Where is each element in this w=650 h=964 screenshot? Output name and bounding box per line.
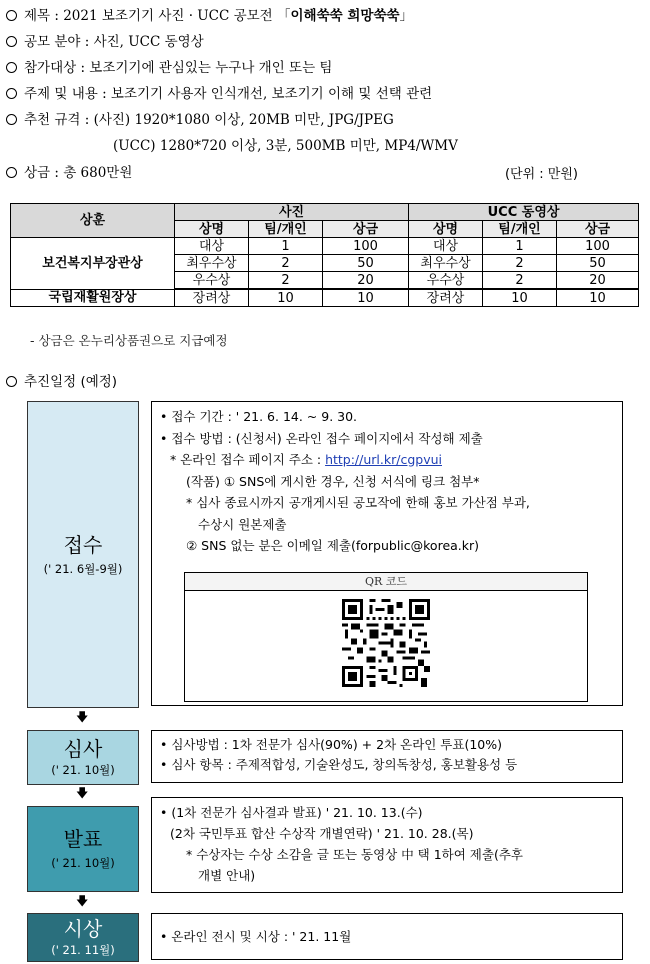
cell: 장려상 <box>409 289 483 307</box>
cell: 최우수상 <box>409 255 483 272</box>
receive-period: • 접수 기간 : ' 21. 6. 14. ~ 9. 30. <box>160 409 358 424</box>
circle-bullet-icon <box>6 10 17 21</box>
cell: 20 <box>557 272 639 290</box>
circle-bullet-icon <box>6 36 17 47</box>
announce-details <box>151 797 623 893</box>
title-line <box>6 4 413 24</box>
receive-method: • 접수 방법 : (신청서) 온라인 접수 페이지에서 작성해 제출 <box>160 430 483 446</box>
circle-bullet-icon <box>6 114 17 125</box>
qr-code-icon[interactable] <box>342 599 430 687</box>
circle-bullet-icon <box>6 167 17 178</box>
announce-winner2: 개별 안내) <box>198 868 256 883</box>
announce-winner1: * 수상자는 수상 소감을 글 또는 동영상 中 택 1하여 제출(추후 <box>186 847 523 862</box>
cell: 2 <box>483 272 557 290</box>
sub-team: 팀/개인 <box>483 221 557 238</box>
qr-title: QR 코드 <box>185 573 587 591</box>
cell: 1 <box>249 238 323 255</box>
cell: 10 <box>557 289 639 307</box>
receive-bonus1: * 심사 종료시까지 공개게시된 공모작에 한해 홍보 가산점 부과, <box>186 495 530 510</box>
prize-total-text: 상금 : 총 680만원 <box>24 165 133 181</box>
theme-text: 주제 및 내용 : 보조기기 사용자 인식개선, 보조기기 이해 및 선택 관련 <box>24 86 433 102</box>
review-details <box>151 730 623 783</box>
arrow-down-icon: 🡇 <box>76 894 89 908</box>
cell: 우수상 <box>409 272 483 290</box>
theme-line <box>6 82 432 102</box>
table-header-row <box>11 204 639 221</box>
title-emphasis: 이해쑥쑥 희망쑥쑥 <box>290 8 400 24</box>
sub-name: 상명 <box>175 221 249 238</box>
stage-name: 심사 <box>63 737 103 761</box>
circle-bullet-icon <box>6 376 17 387</box>
cell: 2 <box>483 255 557 272</box>
cell: 2 <box>249 255 323 272</box>
cell: 100 <box>557 238 639 255</box>
eligibility-text: 참가대상 : 보조기기에 관심있는 누구나 개인 또는 팀 <box>24 60 333 76</box>
stage-announce <box>27 806 139 892</box>
cell: 최우수상 <box>175 255 249 272</box>
cell: 10 <box>249 289 323 307</box>
sub-name: 상명 <box>409 221 483 238</box>
circle-bullet-icon <box>6 88 17 99</box>
cell: 대상 <box>409 238 483 255</box>
schedule-title-text: 추진일정 (예정) <box>24 374 118 390</box>
cell: 2 <box>249 272 323 290</box>
spec-ucc-line <box>113 134 458 154</box>
receive-url-line <box>160 449 614 471</box>
prize-note: - 상금은 온누리상품권으로 지급예정 <box>30 333 228 348</box>
table-row <box>11 238 639 255</box>
qr-box <box>184 572 588 702</box>
spec-ucc-text: (UCC) 1280*720 이상, 3분, 500MB 미만, MP4/WMV <box>113 138 458 154</box>
sub-team: 팀/개인 <box>249 221 323 238</box>
cell: 우수상 <box>175 272 249 290</box>
col-photo: 사진 <box>175 204 409 221</box>
review-method: • 심사방법 : 1차 전문가 심사(90%) + 2차 온라인 투표(10%) <box>160 737 502 752</box>
cell: 장려상 <box>175 289 249 307</box>
stage-name: 시상 <box>63 917 103 941</box>
cell: 1 <box>483 238 557 255</box>
receive-work: (작품) ① SNS에 게시한 경우, 신청 서식에 링크 첨부* <box>186 473 480 489</box>
circle-bullet-icon <box>6 62 17 73</box>
receive-details <box>151 401 623 706</box>
field-line <box>6 30 204 50</box>
cell: 100 <box>323 238 409 255</box>
url-link[interactable]: http://url.kr/cgpvui <box>325 452 442 467</box>
stage-date: (' 21. 6월-9월) <box>43 561 123 576</box>
stage-name: 발표 <box>63 827 103 851</box>
eligibility-line <box>6 56 332 76</box>
table-row <box>11 289 639 307</box>
unit-label: (단위 : 만원) <box>504 167 578 182</box>
field-text: 공모 분야 : 사진, UCC 동영상 <box>24 34 204 50</box>
stage-date: (' 21. 10월) <box>51 856 115 870</box>
spec-photo-line <box>6 108 394 128</box>
title-close: 」 <box>399 8 414 24</box>
announce-first: • (1차 전문가 심사결과 발표) ' 21. 10. 13.(수) <box>160 805 423 820</box>
spec-photo-text: 추천 규격 : (사진) 1920*1080 이상, 20MB 미만, JPG/JPEG <box>24 112 394 128</box>
prize-total-line <box>6 161 132 181</box>
stage-receive <box>27 401 139 708</box>
org-rehab: 국립재활원장상 <box>11 289 175 307</box>
stage-review <box>27 730 139 785</box>
sub-money: 상금 <box>557 221 639 238</box>
cell: 10 <box>323 289 409 307</box>
arrow-down-icon: 🡇 <box>76 710 89 724</box>
announce-second: (2차 국민투표 합산 수상작 개별연락) ' 21. 10. 28.(목) <box>170 826 474 841</box>
col-ucc: UCC 동영상 <box>409 204 639 221</box>
prize-table <box>10 203 639 307</box>
award-detail: • 온라인 전시 및 시상 : ' 21. 11월 <box>160 928 352 944</box>
cell: 50 <box>557 255 639 272</box>
stage-name: 접수 <box>63 532 103 557</box>
arrow-down-icon: 🡇 <box>76 786 89 800</box>
cell: 10 <box>483 289 557 307</box>
org-ministry: 보건복지부장관상 <box>11 238 175 290</box>
award-details <box>151 913 623 960</box>
stage-date: (' 21. 11월) <box>51 943 115 957</box>
sub-money: 상금 <box>323 221 409 238</box>
receive-email: ② SNS 없는 분은 이메일 제출(forpublic@korea.kr) <box>186 538 480 553</box>
url-label: * 온라인 접수 페이지 주소 : <box>170 452 326 467</box>
stage-date: (' 21. 10월) <box>51 763 115 777</box>
review-items: • 심사 항목 : 주제적합성, 기술완성도, 창의독창성, 홍보활용성 등 <box>160 757 518 772</box>
cell: 대상 <box>175 238 249 255</box>
cell: 20 <box>323 272 409 290</box>
schedule-title <box>6 370 117 390</box>
title-label: 제목 : 2021 보조기기 사진 · UCC 공모전 「 <box>24 8 291 24</box>
col-award: 상훈 <box>11 204 175 238</box>
receive-bonus2: 수상시 원본제출 <box>198 516 287 532</box>
stage-award <box>27 913 139 962</box>
cell: 50 <box>323 255 409 272</box>
